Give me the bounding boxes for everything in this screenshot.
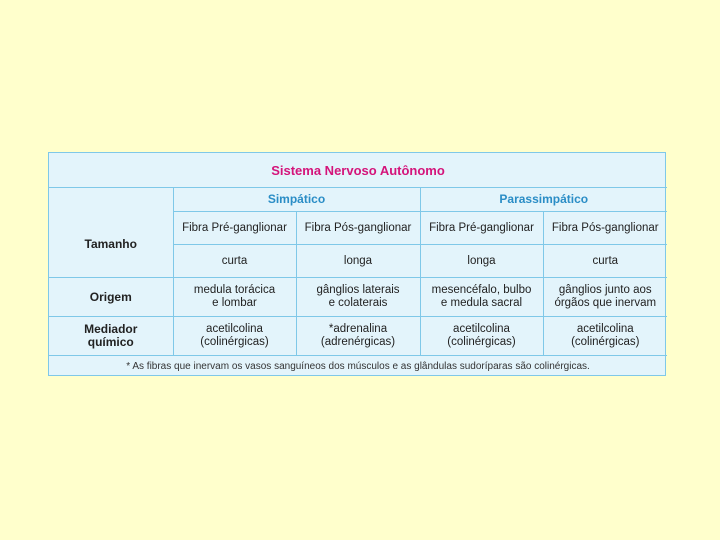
mediator-line: acetilcolina <box>576 323 634 335</box>
size-value-cell: curta <box>543 245 667 278</box>
mediator-cell <box>420 317 543 356</box>
table-title: Sistema Nervoso Autônomo <box>49 153 667 188</box>
mediator-line: *adrenalina <box>328 323 388 335</box>
fiber-cell: Fibra Pós-ganglionar <box>543 212 667 245</box>
origin-line: gânglios laterais <box>316 284 400 296</box>
row-header-tamanho: Tamanho <box>49 212 173 278</box>
footnote: * As fibras que inervam os vasos sanguíneos dos músculos e as glândulas sudoríparas são colinérgicas. <box>49 356 667 377</box>
autonomic-nervous-system-table <box>48 152 666 376</box>
origin-line: e colaterais <box>328 297 388 309</box>
origin-line: e medula sacral <box>440 297 523 309</box>
mediator-cell <box>173 317 296 356</box>
mediator-line: (colinérgicas) <box>447 336 516 348</box>
fiber-cell: Fibra Pré-ganglionar <box>420 212 543 245</box>
mediador-row <box>49 317 667 356</box>
footnote-row <box>49 356 667 377</box>
group-header-simpatico: Simpático <box>173 188 420 212</box>
row-header-mediador <box>49 317 173 356</box>
row-header-origem: Origem <box>49 278 173 317</box>
size-value-cell: curta <box>173 245 296 278</box>
mediator-cell <box>543 317 667 356</box>
row-header-line: químico <box>87 335 134 349</box>
mediator-line: (colinérgicas) <box>571 336 640 348</box>
origin-line: órgãos que inervam <box>554 297 657 309</box>
group-row <box>49 188 667 212</box>
size-value-cell: longa <box>420 245 543 278</box>
fiber-cell: Fibra Pré-ganglionar <box>173 212 296 245</box>
empty-corner-cell <box>49 188 173 212</box>
group-header-parassimpatico: Parassimpático <box>420 188 667 212</box>
origin-line: gânglios junto aos <box>558 284 652 296</box>
mediator-line: (colinérgicas) <box>200 336 269 348</box>
origin-cell <box>296 278 420 317</box>
origin-cell <box>543 278 667 317</box>
origin-line: medula torácica <box>193 284 276 296</box>
tamanho-fiber-row <box>49 212 667 245</box>
origin-line: mesencéfalo, bulbo <box>431 284 532 296</box>
origin-line: e lombar <box>212 297 257 309</box>
fiber-cell: Fibra Pós-ganglionar <box>296 212 420 245</box>
mediator-cell <box>296 317 420 356</box>
comparison-table <box>49 153 667 376</box>
size-value-cell: longa <box>296 245 420 278</box>
mediator-line: acetilcolina <box>206 323 263 335</box>
mediator-line: (adrenérgicas) <box>320 336 396 348</box>
mediator-line: acetilcolina <box>453 323 510 335</box>
origem-row <box>49 278 667 317</box>
row-header-line: Mediador <box>84 322 138 336</box>
title-row <box>49 153 667 188</box>
origin-cell <box>420 278 543 317</box>
origin-cell <box>173 278 296 317</box>
